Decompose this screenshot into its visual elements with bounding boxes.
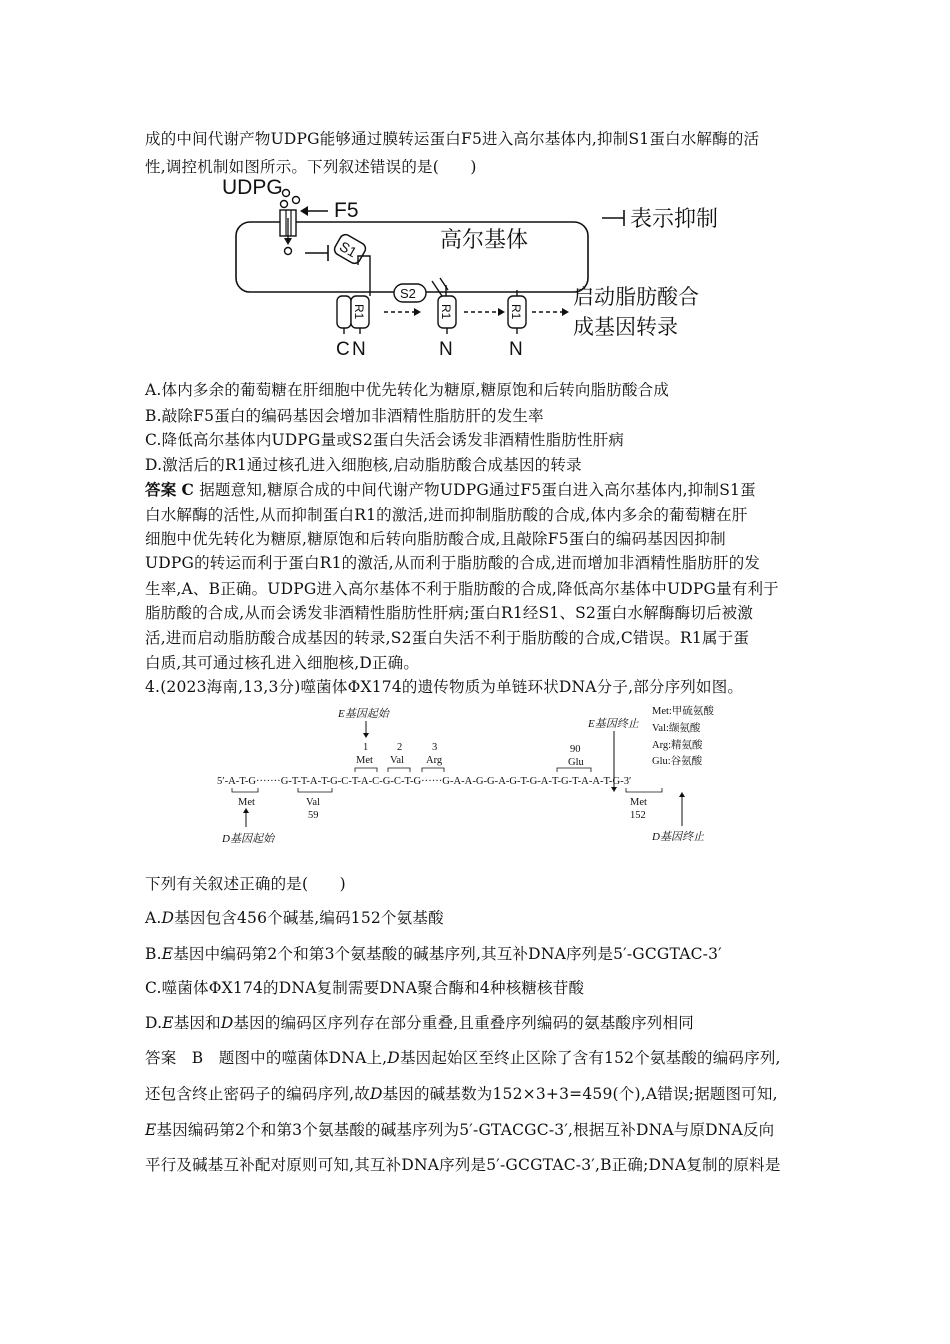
codon-bracket <box>232 788 258 792</box>
top-codon-number: 2 <box>397 742 403 753</box>
udpg-molecule <box>283 190 290 197</box>
d-gene-stop-label: D基因终止 <box>652 831 704 843</box>
c-terminus-label: C <box>336 339 350 360</box>
legend-val: Val:缬氨酸 <box>652 723 701 734</box>
process-arrowhead <box>498 308 505 316</box>
d-gene-start-label: D基因起始 <box>222 833 274 845</box>
answer-letter: C <box>181 480 195 499</box>
q4-option-c: C.噬菌体ΦX174的DNA复制需要DNA聚合酶和4种核糖核苷酸 <box>145 979 585 997</box>
s1-label: S1 <box>336 237 360 261</box>
process-arrowhead <box>562 308 569 316</box>
q3-explanation-line-2: 白水解酶的活性,从而抑制蛋白R1的激活,进而抑制脂肪酸的合成,体内多余的葡萄糖在肝 <box>145 506 748 524</box>
q4-option-b: B.E基因中编码第2个和第3个氨基酸的碱基序列,其互补DNA序列是5′-GCGTAC-3′ <box>145 945 722 963</box>
udpg-molecule <box>293 197 300 204</box>
r1-label: R1 <box>509 304 523 320</box>
c-segment <box>337 296 351 328</box>
q3-explanation-line-5: 生率,A、B正确。UDPG进入高尔基体不利于脂肪酸的合成,降低高尔基体中UDPG量有利于 <box>145 580 779 598</box>
s2-cut-mark <box>432 281 442 296</box>
q4-prompt: 下列有关叙述正确的是( ) <box>145 875 346 893</box>
e-gene-start-label: E基因起始 <box>338 708 389 720</box>
q3-option-b: B.敲除F5蛋白的编码基因会增加非酒精性脂肪肝的发生率 <box>145 407 544 425</box>
s2-cut-mark <box>440 278 448 290</box>
q3-stem-line-2: 性,调控机制如图所示。下列叙述错误的是( ) <box>145 158 477 176</box>
udpg-molecule <box>281 201 288 208</box>
top-amino-acid: Met <box>356 755 373 766</box>
golgi-regulation-diagram <box>210 172 750 364</box>
n-terminus-label: N <box>439 339 453 360</box>
top-codon-number: 3 <box>432 742 438 753</box>
top-codon-number: 1 <box>363 742 369 753</box>
r1-label: R1 <box>439 304 453 320</box>
bottom-codon-number: 59 <box>308 810 319 821</box>
activate-transcription-label-1: 启动脂肪酸合 <box>573 286 699 309</box>
legend-met: Met:甲硫氨酸 <box>652 706 714 717</box>
q3-explanation-line-8: 白质,其可通过核孔进入细胞核,D正确。 <box>145 654 420 672</box>
q4-option-d: D.E基因和D基因的编码区序列存在部分重叠,且重叠序列编码的氨基酸序列相同 <box>145 1014 694 1032</box>
bottom-amino-acid: Met <box>238 797 255 808</box>
q4-answer-line-1: 答案 B 题图中的噬菌体DNA上,D基因起始区至终止区除了含有152个氨基酸的编码序列, <box>145 1049 781 1067</box>
explanation-text: 据题意知,糖原合成的中间代谢产物UDPG通过F5蛋白进入高尔基体内,抑制S1蛋 <box>199 481 756 499</box>
n-terminus-label: N <box>352 339 366 360</box>
q3-answer-line-1 <box>145 478 756 500</box>
e-gene-stop-label: E基因终止 <box>588 718 639 730</box>
q3-explanation-line-7: 活,进而启动脂肪酸合成基因的转录,S2蛋白失活不利于脂肪酸的合成,C错误。R1属于蛋 <box>145 629 750 647</box>
r1-stalk <box>358 256 370 296</box>
legend-glu: Glu:谷氨酸 <box>652 756 703 767</box>
codon-bracket <box>557 768 591 772</box>
udpg-label: UDPG <box>222 176 283 199</box>
codon-bracket <box>626 788 662 792</box>
q3-explanation-line-3: 细胞中优先转化为糖原,糖原饱和后转向脂肪酸合成,且敲除F5蛋白的编码基因因抑制 <box>145 530 726 548</box>
d-stop-arrowhead <box>679 792 685 797</box>
q4-stem: 4.(2023海南,13,3分)噬菌体ΦX174的遗传物质为单链环状DNA分子,部分序列如图。 <box>145 678 744 696</box>
codon-bracket <box>388 768 410 772</box>
q3-option-d: D.激活后的R1通过核孔进入细胞核,启动脂肪酸合成基因的转录 <box>145 456 582 474</box>
bottom-amino-acid: Val <box>306 797 320 808</box>
q3-explanation-line-4: UDPG的转运而利于蛋白R1的激活,从而利于脂肪酸的合成,进而增加非酒精性脂肪肝的发 <box>145 554 761 572</box>
udpg-molecule <box>285 248 292 255</box>
q3-stem-line-1: 成的中间代谢产物UDPG能够通过膜转运蛋白F5进入高尔基体内,抑制S1蛋白水解酶的活 <box>145 130 760 148</box>
dna-sequence-diagram <box>212 700 772 850</box>
q4-explanation-line-2: 还包含终止密码子的编码序列,故D基因的碱基数为152×3+3=459(个),A错误;据题图可知, <box>145 1085 778 1103</box>
s2-label: S2 <box>400 286 416 301</box>
q3-option-c: C.降低高尔基体内UDPG量或S2蛋白失活会诱发非酒精性脂肪性肝病 <box>145 431 625 449</box>
golgi-label: 高尔基体 <box>440 227 529 252</box>
legend-arg: Arg:精氨酸 <box>652 740 703 751</box>
q4-explanation-line-3: E基因编码第2个和第3个氨基酸的碱基序列为5′-GTACGC-3′,根据互补DNA与原DNA反向 <box>145 1121 775 1139</box>
top-amino-acid: Glu <box>568 757 584 768</box>
f5-pointer-arrowhead <box>300 206 308 216</box>
e-start-arrowhead <box>363 733 369 738</box>
s1-protease <box>332 232 367 265</box>
top-codon-number: 90 <box>570 744 581 755</box>
codon-bracket <box>298 788 332 792</box>
codon-bracket <box>355 768 377 772</box>
answer-letter: B <box>191 1049 204 1067</box>
legend-inhibit-label: 表示抑制 <box>630 206 719 231</box>
f5-transport-arrowhead <box>284 238 292 245</box>
answer-label: 答案 <box>145 1049 177 1067</box>
q3-option-a: A.体内多余的葡萄糖在肝细胞中优先转化为糖原,糖原饱和后转向脂肪酸合成 <box>145 381 670 399</box>
e-stop-arrowhead <box>611 787 617 792</box>
bottom-amino-acid: Met <box>630 797 647 808</box>
bottom-codon-number: 152 <box>630 810 646 821</box>
dna-sequence: 5′-A-T-G·······G-T-T-A-T-G-C-T-A-C-G-C-T-G······G-A-A-G-G-A-G-T-G-A-T-G-T-A-A-T-G-3′ <box>217 776 632 787</box>
q4-explanation-line-4: 平行及碱基互补配对原则可知,其互补DNA序列是5′-GCGTAC-3′,B正确;DNA复制的原料是 <box>145 1156 781 1174</box>
d-start-arrowhead <box>243 808 249 813</box>
q3-explanation-line-6: 脂肪酸的合成,从而会诱发非酒精性脂肪性肝病;蛋白R1经S1、S2蛋白水解酶酶切后被激 <box>145 604 754 622</box>
top-amino-acid: Val <box>390 755 404 766</box>
codon-bracket <box>422 768 444 772</box>
r1-label: R1 <box>352 304 366 320</box>
n-terminus-label: N <box>509 339 523 360</box>
q4-option-a: A.D基因包含456个碱基,编码152个氨基酸 <box>145 909 444 927</box>
process-arrowhead <box>414 308 421 316</box>
f5-label: F5 <box>334 199 359 222</box>
top-amino-acid: Arg <box>426 755 443 766</box>
activate-transcription-label-2: 成基因转录 <box>573 316 678 339</box>
answer-label: 答案 <box>145 480 177 499</box>
